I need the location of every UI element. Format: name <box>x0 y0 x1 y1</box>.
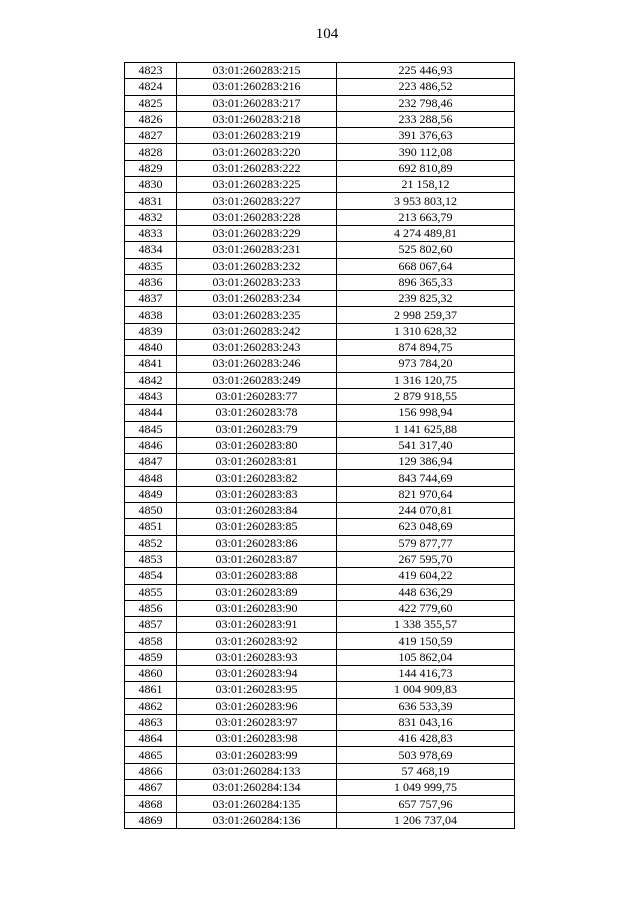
value-cell: 21 158,12 <box>337 177 515 193</box>
value-cell: 843 744,69 <box>337 470 515 486</box>
table-row <box>125 111 515 127</box>
row-number-cell: 4830 <box>125 177 177 193</box>
value-cell: 657 757,96 <box>337 796 515 812</box>
value-cell: 223 486,52 <box>337 79 515 95</box>
table-row <box>125 372 515 388</box>
cadastral-number-cell: 03:01:260283:217 <box>177 95 337 111</box>
cadastral-number-cell: 03:01:260283:225 <box>177 177 337 193</box>
cadastral-number-cell: 03:01:260283:83 <box>177 486 337 502</box>
row-number-cell: 4855 <box>125 584 177 600</box>
page-number: 104 <box>315 26 339 42</box>
cadastral-number-cell: 03:01:260283:242 <box>177 323 337 339</box>
table-row <box>125 633 515 649</box>
value-cell: 541 317,40 <box>337 437 515 453</box>
value-cell: 1 310 628,32 <box>337 323 515 339</box>
value-cell: 422 779,60 <box>337 600 515 616</box>
value-cell: 419 150,59 <box>337 633 515 649</box>
table-row <box>125 519 515 535</box>
row-number-cell: 4834 <box>125 242 177 258</box>
table-row <box>125 682 515 698</box>
table-row <box>125 617 515 633</box>
table-row <box>125 812 515 828</box>
value-cell: 144 416,73 <box>337 665 515 681</box>
row-number-cell: 4861 <box>125 682 177 698</box>
cadastral-number-cell: 03:01:260283:235 <box>177 307 337 323</box>
table-row <box>125 600 515 616</box>
table-row <box>125 698 515 714</box>
value-cell: 896 365,33 <box>337 274 515 290</box>
value-cell: 57 468,19 <box>337 763 515 779</box>
value-cell: 623 048,69 <box>337 519 515 535</box>
row-number-cell: 4840 <box>125 340 177 356</box>
row-number-cell: 4856 <box>125 600 177 616</box>
row-number-cell: 4825 <box>125 95 177 111</box>
table-row <box>125 535 515 551</box>
table-row <box>125 470 515 486</box>
table-row <box>125 665 515 681</box>
row-number-cell: 4864 <box>125 731 177 747</box>
value-cell: 244 070,81 <box>337 503 515 519</box>
table-row <box>125 307 515 323</box>
table-body <box>125 63 515 829</box>
table-row <box>125 340 515 356</box>
cadastral-number-cell: 03:01:260283:87 <box>177 551 337 567</box>
value-cell: 4 274 489,81 <box>337 225 515 241</box>
table-row <box>125 177 515 193</box>
row-number-cell: 4826 <box>125 111 177 127</box>
row-number-cell: 4842 <box>125 372 177 388</box>
value-cell: 831 043,16 <box>337 714 515 730</box>
row-number-cell: 4859 <box>125 649 177 665</box>
row-number-cell: 4862 <box>125 698 177 714</box>
value-cell: 233 288,56 <box>337 111 515 127</box>
value-cell: 213 663,79 <box>337 209 515 225</box>
cadastral-number-cell: 03:01:260283:93 <box>177 649 337 665</box>
cadastral-number-cell: 03:01:260283:86 <box>177 535 337 551</box>
cadastral-number-cell: 03:01:260283:99 <box>177 747 337 763</box>
cadastral-number-cell: 03:01:260283:219 <box>177 128 337 144</box>
value-cell: 2 998 259,37 <box>337 307 515 323</box>
table-row <box>125 209 515 225</box>
table-row <box>125 796 515 812</box>
table-row <box>125 763 515 779</box>
cadastral-number-cell: 03:01:260284:134 <box>177 780 337 796</box>
cadastral-number-cell: 03:01:260283:218 <box>177 111 337 127</box>
table-row <box>125 323 515 339</box>
table-row <box>125 388 515 404</box>
value-cell: 1 206 737,04 <box>337 812 515 828</box>
table-row <box>125 568 515 584</box>
table-row <box>125 291 515 307</box>
value-cell: 129 386,94 <box>337 454 515 470</box>
table-row <box>125 551 515 567</box>
cadastral-number-cell: 03:01:260283:220 <box>177 144 337 160</box>
value-cell: 1 141 625,88 <box>337 421 515 437</box>
cadastral-number-cell: 03:01:260283:228 <box>177 209 337 225</box>
row-number-cell: 4829 <box>125 160 177 176</box>
value-cell: 448 636,29 <box>337 584 515 600</box>
cadastral-number-cell: 03:01:260284:136 <box>177 812 337 828</box>
row-number-cell: 4838 <box>125 307 177 323</box>
table-row <box>125 454 515 470</box>
value-cell: 391 376,63 <box>337 128 515 144</box>
row-number-cell: 4828 <box>125 144 177 160</box>
value-cell: 1 338 355,57 <box>337 617 515 633</box>
row-number-cell: 4844 <box>125 405 177 421</box>
value-cell: 156 998,94 <box>337 405 515 421</box>
cadastral-number-cell: 03:01:260283:96 <box>177 698 337 714</box>
table-row <box>125 128 515 144</box>
value-cell: 416 428,83 <box>337 731 515 747</box>
row-number-cell: 4827 <box>125 128 177 144</box>
value-cell: 973 784,20 <box>337 356 515 372</box>
table-row <box>125 274 515 290</box>
value-cell: 668 067,64 <box>337 258 515 274</box>
row-number-cell: 4858 <box>125 633 177 649</box>
cadastral-number-cell: 03:01:260283:233 <box>177 274 337 290</box>
table-row <box>125 649 515 665</box>
cadastral-number-cell: 03:01:260283:97 <box>177 714 337 730</box>
cadastral-number-cell: 03:01:260283:77 <box>177 388 337 404</box>
row-number-cell: 4866 <box>125 763 177 779</box>
cadastral-number-cell: 03:01:260283:234 <box>177 291 337 307</box>
cadastral-number-cell: 03:01:260283:84 <box>177 503 337 519</box>
row-number-cell: 4833 <box>125 225 177 241</box>
cadastral-number-cell: 03:01:260283:229 <box>177 225 337 241</box>
table-row <box>125 95 515 111</box>
row-number-cell: 4850 <box>125 503 177 519</box>
table-row <box>125 780 515 796</box>
row-number-cell: 4857 <box>125 617 177 633</box>
value-cell: 419 604,22 <box>337 568 515 584</box>
row-number-cell: 4823 <box>125 63 177 79</box>
value-cell: 267 595,70 <box>337 551 515 567</box>
row-number-cell: 4868 <box>125 796 177 812</box>
row-number-cell: 4869 <box>125 812 177 828</box>
table-row <box>125 225 515 241</box>
row-number-cell: 4852 <box>125 535 177 551</box>
table-row <box>125 437 515 453</box>
table-row <box>125 242 515 258</box>
cadastral-number-cell: 03:01:260283:227 <box>177 193 337 209</box>
row-number-cell: 4836 <box>125 274 177 290</box>
cadastral-number-cell: 03:01:260283:98 <box>177 731 337 747</box>
row-number-cell: 4831 <box>125 193 177 209</box>
cadastral-number-cell: 03:01:260283:82 <box>177 470 337 486</box>
cadastral-number-cell: 03:01:260283:89 <box>177 584 337 600</box>
row-number-cell: 4849 <box>125 486 177 502</box>
cadastral-number-cell: 03:01:260283:94 <box>177 665 337 681</box>
row-number-cell: 4841 <box>125 356 177 372</box>
row-number-cell: 4848 <box>125 470 177 486</box>
table-row <box>125 160 515 176</box>
value-cell: 3 953 803,12 <box>337 193 515 209</box>
row-number-cell: 4843 <box>125 388 177 404</box>
cadastral-number-cell: 03:01:260283:249 <box>177 372 337 388</box>
row-number-cell: 4865 <box>125 747 177 763</box>
cadastral-number-cell: 03:01:260283:90 <box>177 600 337 616</box>
value-cell: 225 446,93 <box>337 63 515 79</box>
table-row <box>125 714 515 730</box>
row-number-cell: 4847 <box>125 454 177 470</box>
cadastral-number-cell: 03:01:260283:80 <box>177 437 337 453</box>
value-cell: 525 802,60 <box>337 242 515 258</box>
table-row <box>125 193 515 209</box>
value-cell: 232 798,46 <box>337 95 515 111</box>
value-cell: 821 970,64 <box>337 486 515 502</box>
cadastral-value-table <box>124 62 515 829</box>
table-row <box>125 421 515 437</box>
cadastral-number-cell: 03:01:260283:92 <box>177 633 337 649</box>
value-cell: 390 112,08 <box>337 144 515 160</box>
table-row <box>125 584 515 600</box>
table-row <box>125 258 515 274</box>
cadastral-number-cell: 03:01:260283:232 <box>177 258 337 274</box>
row-number-cell: 4835 <box>125 258 177 274</box>
value-cell: 579 877,77 <box>337 535 515 551</box>
cadastral-number-cell: 03:01:260283:215 <box>177 63 337 79</box>
value-cell: 1 316 120,75 <box>337 372 515 388</box>
value-cell: 1 004 909,83 <box>337 682 515 698</box>
row-number-cell: 4846 <box>125 437 177 453</box>
table-row <box>125 486 515 502</box>
row-number-cell: 4839 <box>125 323 177 339</box>
row-number-cell: 4851 <box>125 519 177 535</box>
cadastral-number-cell: 03:01:260283:85 <box>177 519 337 535</box>
table-row <box>125 503 515 519</box>
row-number-cell: 4845 <box>125 421 177 437</box>
value-cell: 1 049 999,75 <box>337 780 515 796</box>
value-cell: 692 810,89 <box>337 160 515 176</box>
row-number-cell: 4854 <box>125 568 177 584</box>
row-number-cell: 4832 <box>125 209 177 225</box>
cadastral-number-cell: 03:01:260283:78 <box>177 405 337 421</box>
row-number-cell: 4837 <box>125 291 177 307</box>
cadastral-number-cell: 03:01:260283:88 <box>177 568 337 584</box>
cadastral-number-cell: 03:01:260283:231 <box>177 242 337 258</box>
table-row <box>125 144 515 160</box>
cadastral-number-cell: 03:01:260283:222 <box>177 160 337 176</box>
row-number-cell: 4863 <box>125 714 177 730</box>
cadastral-number-cell: 03:01:260284:133 <box>177 763 337 779</box>
row-number-cell: 4824 <box>125 79 177 95</box>
cadastral-number-cell: 03:01:260283:81 <box>177 454 337 470</box>
row-number-cell: 4867 <box>125 780 177 796</box>
value-cell: 105 862,04 <box>337 649 515 665</box>
cadastral-number-cell: 03:01:260283:243 <box>177 340 337 356</box>
cadastral-number-cell: 03:01:260283:216 <box>177 79 337 95</box>
value-cell: 503 978,69 <box>337 747 515 763</box>
cadastral-number-cell: 03:01:260283:95 <box>177 682 337 698</box>
row-number-cell: 4853 <box>125 551 177 567</box>
cadastral-number-cell: 03:01:260283:79 <box>177 421 337 437</box>
table-row <box>125 405 515 421</box>
cadastral-number-cell: 03:01:260283:91 <box>177 617 337 633</box>
cadastral-number-cell: 03:01:260284:135 <box>177 796 337 812</box>
row-number-cell: 4860 <box>125 665 177 681</box>
value-cell: 874 894,75 <box>337 340 515 356</box>
table-row <box>125 356 515 372</box>
table-row <box>125 747 515 763</box>
value-cell: 2 879 918,55 <box>337 388 515 404</box>
value-cell: 239 825,32 <box>337 291 515 307</box>
value-cell: 636 533,39 <box>337 698 515 714</box>
table-row <box>125 79 515 95</box>
table-row <box>125 63 515 79</box>
cadastral-number-cell: 03:01:260283:246 <box>177 356 337 372</box>
table-row <box>125 731 515 747</box>
